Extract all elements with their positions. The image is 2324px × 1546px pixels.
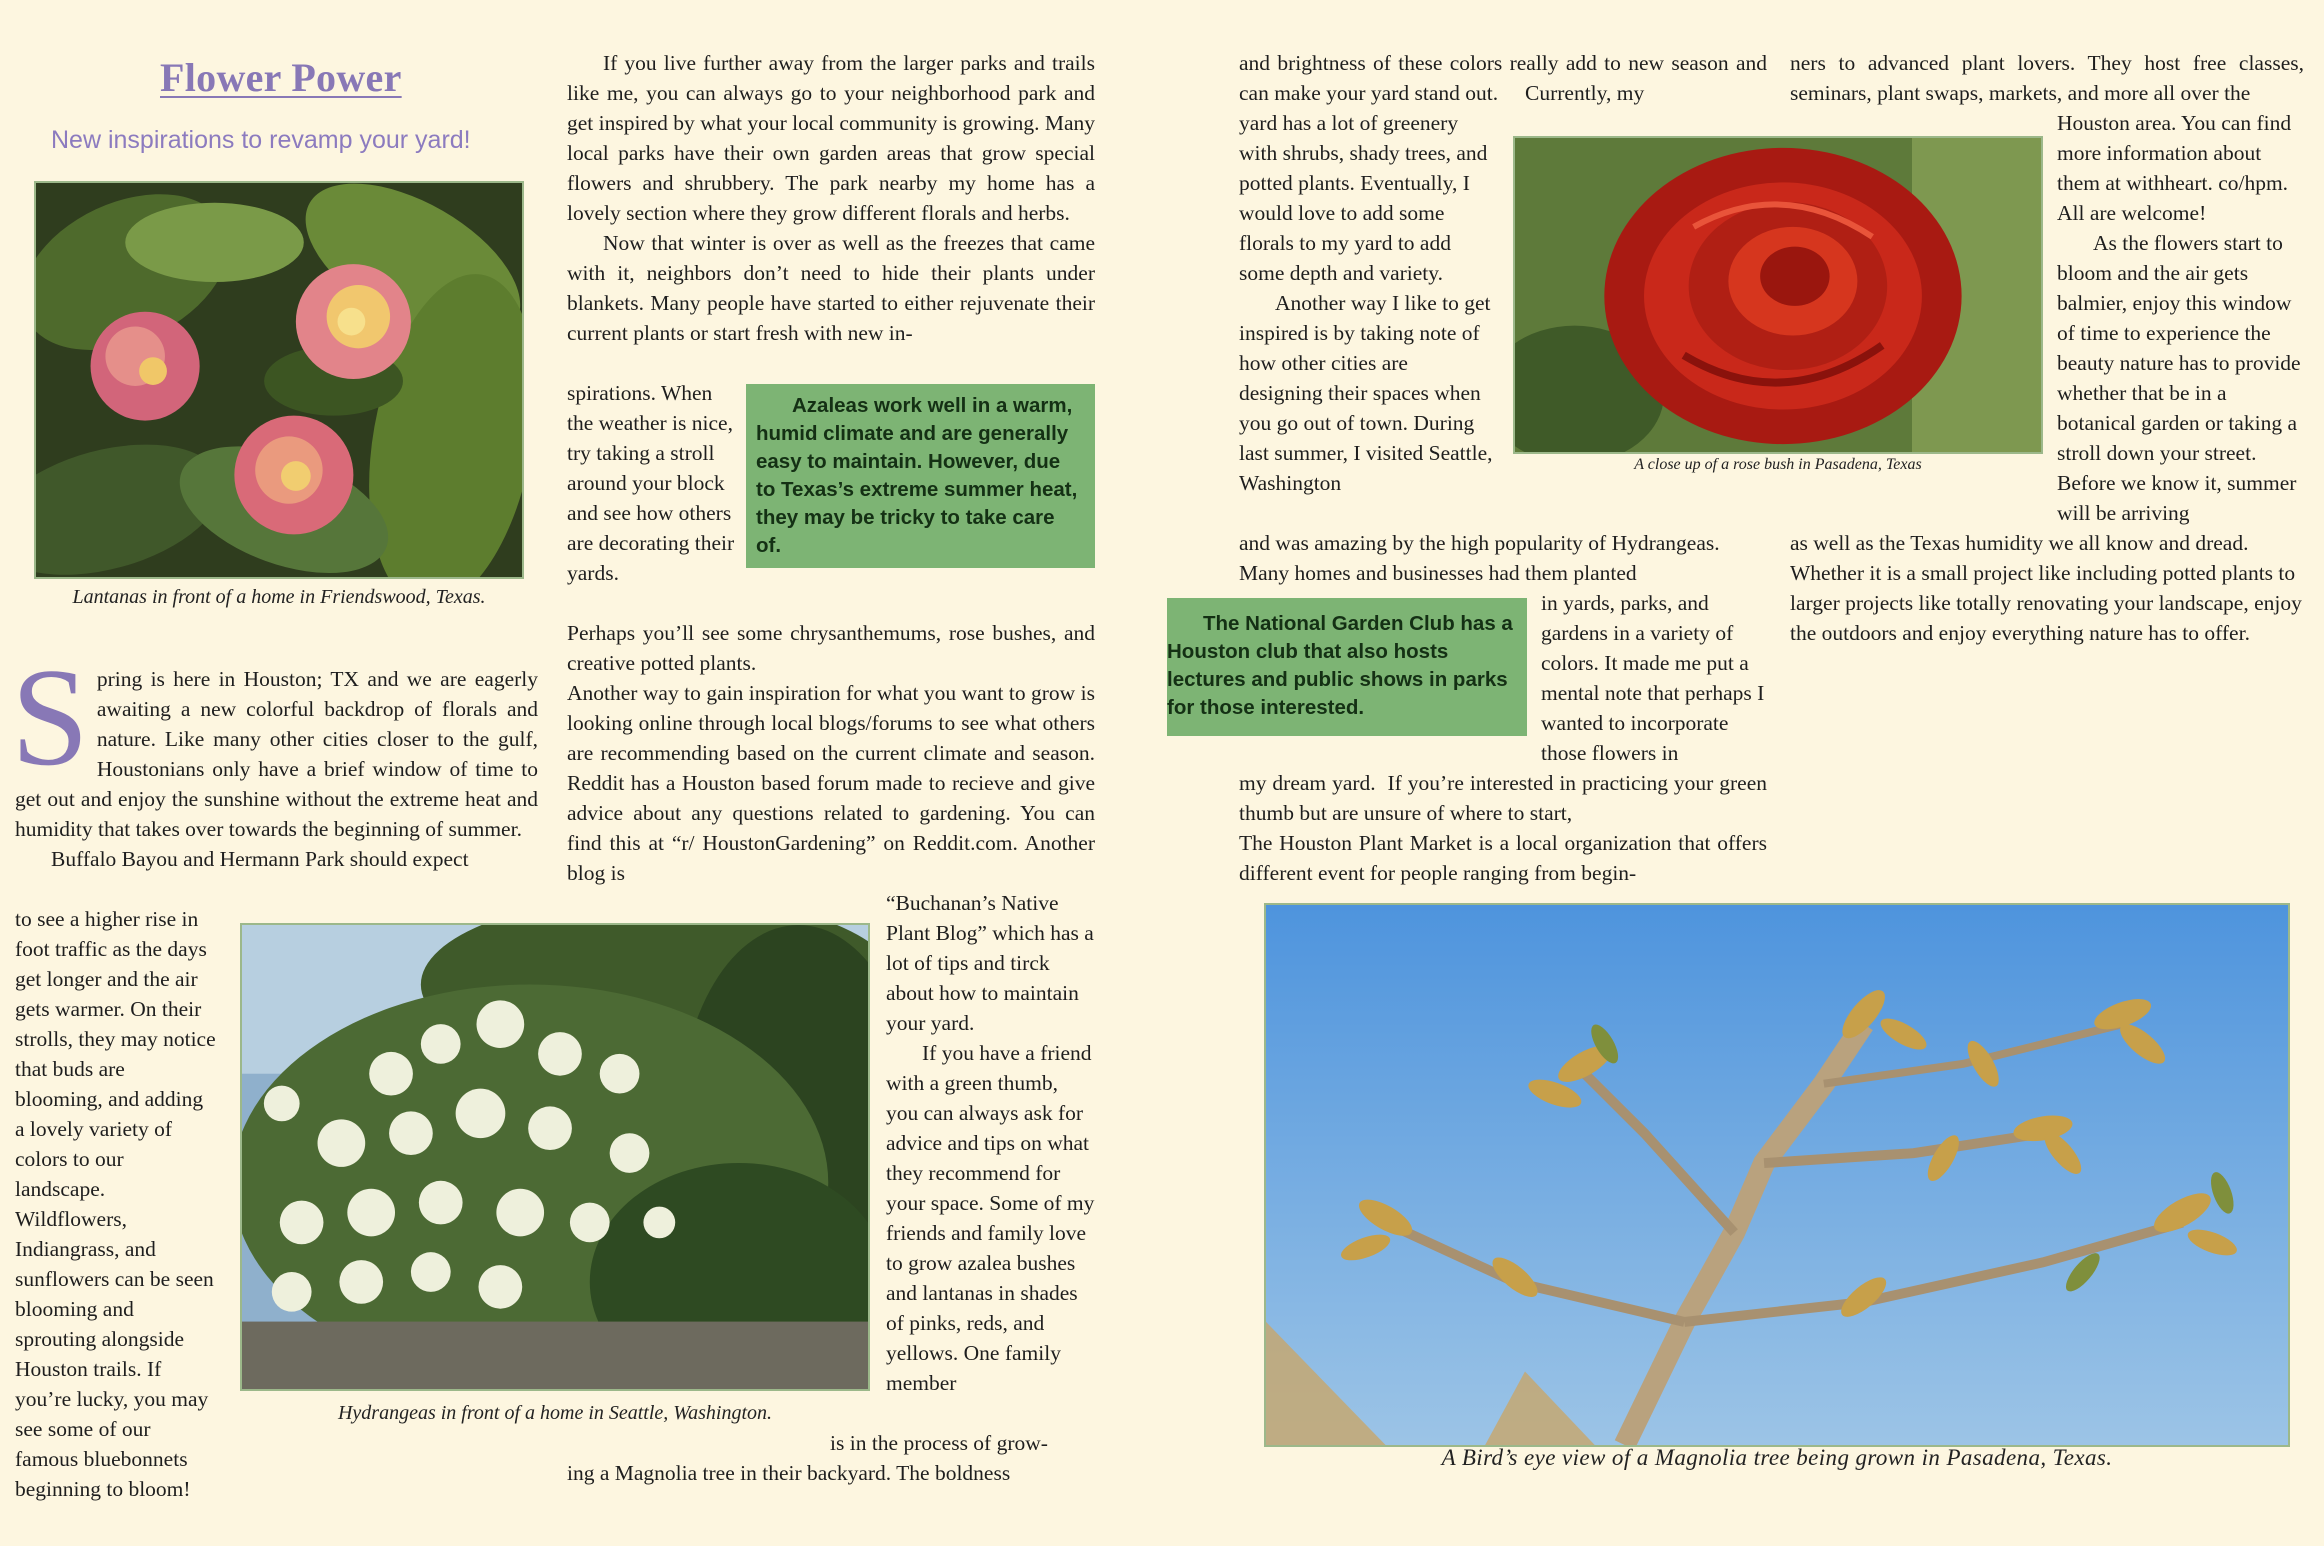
- article-column-3-wrap: [1239, 108, 1494, 498]
- article-paragraph: If you have a friend with a green thumb, you can always ask for advice and tips on what they recommend for your space. Some of my friends and family love to grow azalea bushes and lantanas in shades of pinks, reds, and yellows. One family member: [886, 1041, 1095, 1395]
- magnolia-photo: [1264, 903, 2290, 1447]
- pull-quote-garden-club: The National Garden Club has a Houston club that also hosts lectures and public shows in parks for those interested.: [1167, 598, 1527, 736]
- article-paragraph: Buffalo Bayou and Hermann Park should expect: [51, 847, 469, 871]
- rose-caption: A close up of a rose bush in Pasadena, Texas: [1634, 456, 1922, 473]
- hydrangea-photo: [240, 923, 870, 1391]
- article-column-4-continued: as well as the Texas humidity we all know and dread. Whether it is a small project like including potted plants to larger projects like totally renovating your landscape, enjoy the outdoors and enjoy everything nature has to offer.: [1790, 531, 2302, 645]
- article-paragraph: Perhaps you’ll see some chrysanthemums, rose bushes, and creative potted plants.: [567, 621, 1095, 675]
- article-paragraph: “Buchanan’s Native Plant Blog” which has a lot of tips and tirck about how to maintain your yard.: [886, 891, 1094, 1035]
- article-column-3-tail: [1239, 768, 1767, 888]
- drop-cap: S: [11, 640, 89, 795]
- article-column-3-wrap-b: in yards, parks, and gardens in a variety of colors. It made me put a mental note that perhaps I wanted to incorporate those flowers in: [1541, 591, 1765, 765]
- lantana-caption: Lantanas in front of a home in Friendswood, Texas.: [72, 586, 486, 608]
- article-column-2-continued: [567, 618, 1095, 888]
- article-column-4-wrap: [2057, 108, 2304, 528]
- article-paragraph: Now that winter is over as well as the freezes that came with it, neighbors don’t need to hide their plants under blankets. Many people have started to either rejuvenate their current plants or start fresh with new in-: [567, 231, 1095, 345]
- article-paragraph: As the flowers start to bloom and the air gets balmier, enjoy this window of time to experience the beauty nature has to provide whether that be in a botanical garden or taking a stroll down your street. Before we know it, summer will be arriving: [2057, 231, 2301, 525]
- page-title: Flower Power: [160, 55, 402, 100]
- pull-quote-azaleas: Azaleas work well in a warm, humid climate and are generally easy to maintain. However, due to Texas’s extreme summer heat, they may be tricky to take care of.: [746, 384, 1095, 568]
- article-paragraph: yard has a lot of greenery with shrubs, shady trees, and potted plants. Eventually, I would love to add some florals to my yard to add some depth and variety.: [1239, 111, 1488, 285]
- article-paragraph: The Houston Plant Market is a local organization that offers different event for people ranging from begin-: [1239, 831, 1767, 885]
- article-paragraph: Spring is here in Houston; TX and we are eagerly awaiting a new colorful backdrop of florals and nature. Like many other cities closer to the gulf, Houstonians only have a brief window of time to get out and enjoy the sunshine without the extreme heat and humidity that takes over towards the beginning of summer.: [11, 640, 538, 841]
- article-column-2-tail-2: ing a Magnolia tree in their backyard. The boldness: [567, 1461, 1011, 1485]
- article-paragraph: Another way I like to get inspired is by taking note of how other cities are designing their spaces when you go out of town. During last summer, I visited Seattle, Washington: [1239, 291, 1493, 495]
- article-column-2-wrap-b: [886, 888, 1095, 1398]
- article-paragraph: If you live further away from the larger parks and trails like me, you can always go to your neighborhood park and get inspired by what your local community is growing. Many local parks have their own garden areas that grow special flowers and shrubbery. The park nearby my home has a lovely section where they grow different florals and herbs.: [567, 51, 1095, 225]
- article-column-2-tail: is in the process of grow-: [830, 1431, 1048, 1455]
- article-paragraph: my dream yard. If you’re interested in practicing your green thumb but are unsure of where to start,: [1239, 771, 1767, 825]
- article-paragraph: Houston area. You can find more information about them at withheart. co/hpm. All are welcome!: [2057, 111, 2292, 225]
- magnolia-caption: A Bird’s eye view of a Magnolia tree being grown in Pasadena, Texas.: [1441, 1445, 2113, 1470]
- page-subtitle: New inspirations to revamp your yard!: [51, 126, 471, 154]
- article-column-1-wrap: to see a higher rise in foot traffic as the days get longer and the air gets warmer. On their strolls, they may notice that buds are blooming, and adding a lovely variety of colors to our landscape. Wildflowers, Indiangrass, and sunflowers can be seen blooming and sprouting alongside Houston trails. If you’re lucky, you may see some of our famous bluebonnets beginning to bloom!: [15, 907, 216, 1501]
- article-paragraph: Another way to gain inspiration for what you want to grow is looking online through local blogs/forums to see what others are recommending based on the current climate and season. Reddit has a Houston based forum made to recieve and give advice about any questions related to gardening. You can find this at “r/ HoustonGardening” on Reddit.com. Another blog is: [567, 681, 1095, 885]
- article-column-3-continued: and was amazing by the high popularity of Hydrangeas. Many homes and businesses had them planted: [1239, 531, 1720, 585]
- article-column-2: [567, 48, 1095, 348]
- hydrangea-caption: Hydrangeas in front of a home in Seattle, Washington.: [337, 1402, 773, 1424]
- rose-photo: [1513, 136, 2043, 454]
- article-column-4: ners to advanced plant lovers. They host free classes, seminars, plant swaps, markets, and more all over the: [1790, 51, 2304, 105]
- article-column-2-wrap: spirations. When the weather is nice, try taking a stroll around your block and see how others are decorating their yards.: [567, 381, 735, 585]
- article-column-1: [11, 640, 538, 874]
- article-column-3: and brightness of these colors really add to new season and can make your yard stand out. Currently, my: [1239, 51, 1767, 105]
- lantana-photo: [34, 181, 524, 579]
